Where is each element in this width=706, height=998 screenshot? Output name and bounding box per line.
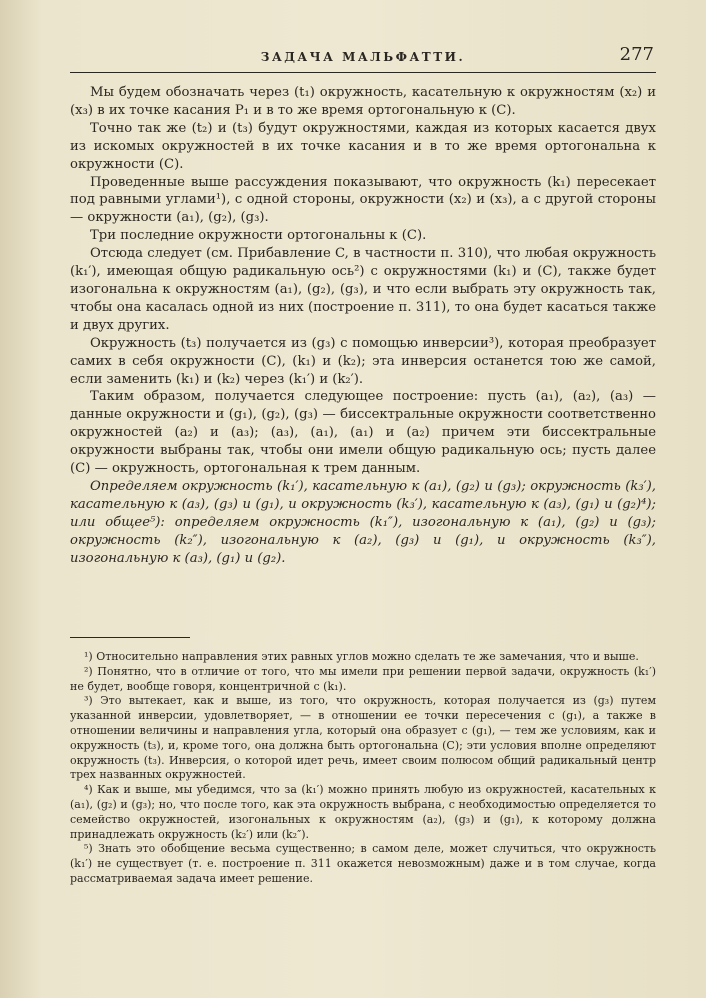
paragraph: Проведенные выше рассуждения показывают, что окружность (k₁) пересекает под равными углами¹), с одной стороны, окружности (x₂) и (x₃), а с другой стороны — окружности (a₁), (g₂), (g₃). <box>70 174 656 226</box>
footnote: ⁴) Как и выше, мы убедимся, что за (k₁′) можно принять любую из окружностей, касательных к (a₁), (g₂) и (g₃); но, что после того, как эта окружность выбрана, с необходимостью определяется то семейство окружностей, изогональных к окружностям (a₂), (g₃) и (g₁), к которому должна принадлежать окружность (k₂′) или (k₂″). <box>70 783 656 841</box>
paragraph: Окружность (t₃) получается из (g₃) с помощью инверсии³), которая преобразует самих в себя окружности (C), (k₁) и (k₂); эта инверсия останется тою же самой, если заменить (k₁) и (k₂) через (k₁′) и (k₂′). <box>70 335 656 387</box>
footnote: ³) Это вытекает, как и выше, из того, что окружность, которая получается из (g₃) путем указанной инверсии, удовлетворяет, — в отношении ее точки пересечения с (g₁), а также в отношении величины и направления угла, который она образует с (g₁), — тем же условиям, как и окружность (t₃), и, кроме того, она должна быть ортогональна (C); эти условия вполне определяют окружность (t₃). Инверсия, о которой идет речь, имеет своим полюсом общий радикальный центр трех названных окружностей. <box>70 694 656 782</box>
running-head: ЗАДАЧА МАЛЬФАТТИ. <box>260 50 466 64</box>
paragraph: Точно так же (t₂) и (t₃) будут окружностями, каждая из которых касается двух из искомых окружностей в их точке касания и в то же время ортогональна к окружности (C). <box>70 120 656 172</box>
footnote: ²) Понятно, что в отличие от того, что мы имели при решении первой задачи, окружность (k₁′) не будет, вообще говоря, концентричной с (k₁). <box>70 664 656 693</box>
paragraph: Отсюда следует (см. Прибавление C, в частности п. 310), что любая окружность (k₁′), имеющая общую радикальную ось²) с окружностями (k₁) и (C), также будет изогональна к окружностям (a₁), (g₂), (g₃), и что если выбрать эту окружность так, чтобы она касалась одной из них (построение п. 311), то она будет касаться также и двух других. <box>70 246 656 333</box>
footnote: ¹) Относительно направления этих равных углов можно сделать те же замечания, что и выше. <box>84 650 639 663</box>
main-text <box>70 84 656 567</box>
footnote: ⁵) Знать это обобщение весьма существенно; в самом деле, может случиться, что окружность (k₁′) не существует (т. е. построение п. 311 окажется невозможным) даже и в том случае, когда рассматриваемая задача имеет решение. <box>70 842 656 885</box>
page-number: 277 <box>619 44 654 65</box>
paragraph: Таким образом, получается следующее построение: пусть (a₁), (a₂), (a₃) — данные окружности и (g₁), (g₂), (g₃) — биссектральные окружности соответственно окружностей (a₂) и (a₃); (a₃), (a₁), (a₁) и (a₂) причем эти биссектральные окружности выбраны так, чтобы они имели общую радикальную ось; пусть далее (C) — окружность, ортогональная к трем данным. <box>70 389 656 477</box>
paragraph: Мы будем обозначать через (t₁) окружность, касательную к окружностям (x₂) и (x₃) в их точке касания P₁ и в то же время ортогональную к (C). <box>70 85 656 118</box>
footnotes <box>70 650 656 887</box>
page-header <box>70 44 656 73</box>
footnote-rule <box>70 637 190 638</box>
paragraph: Три последние окружности ортогональны к (C). <box>90 228 427 244</box>
italic-paragraph: Определяем окружность (k₁′), касательную к (a₁), (g₂) и (g₃); окружность (k₃′), касательную к (a₃), (g₃) и (g₁), и окружность (k₃′), касательную к (a₃), (g₁) и (g₂)⁴); или общее⁵): определяем окружность (k₁″), изогональную к (a₁), (g₂) и (g₃); окружность (k₂″), изогональную к (a₂), (g₃) и (g₁), и окружность (k₃″), изогональную к (a₃), (g₁) и (g₂). <box>70 478 656 566</box>
